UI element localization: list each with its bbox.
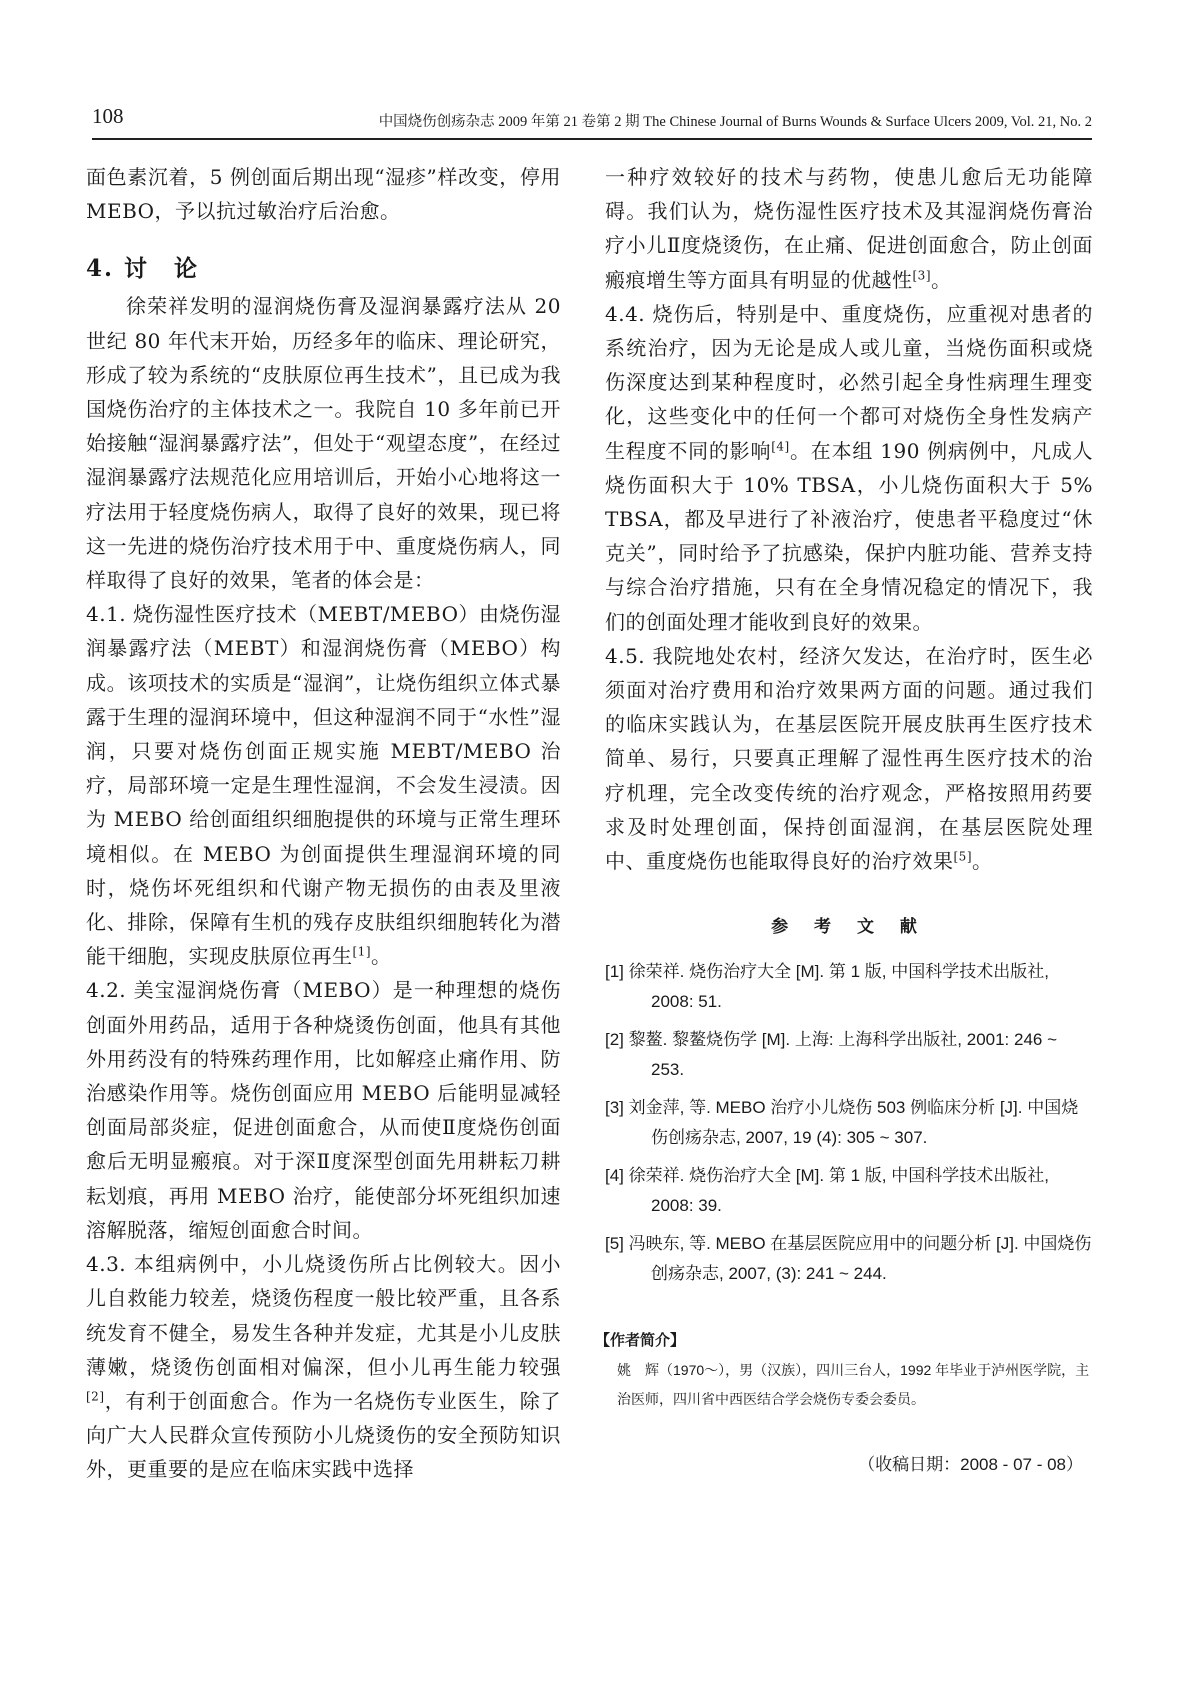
point-4-4-text: 4.4. 烧伤后，特别是中、重度烧伤，应重视对患者的系统治疗，因为无论是成人或儿童，当烧伤面积或烧伤深度达到某种程度时，必然引起全身性病理生理变化，这些变化中的任何一个都可对烧伤全身性发病产生程度不同的影响: [605, 301, 1093, 463]
discussion-paragraph: 徐荣祥发明的湿润烧伤膏及湿润暴露疗法从 20 世纪 80 年代末开始，历经多年的临床、理论研究，形成了较为系统的“皮肤原位再生技术”，且已成为我国烧伤治疗的主体技术之一。我院自 10 多年前已开始接触“湿润暴露疗法”，但处于“观望态度”，在经过湿润暴露疗法规范化应用培训后，开始小心地将这一疗法用于轻度烧伤病人，取得了良好的效果，现已将这一先进的烧伤治疗技术用于中、重度烧伤病人，同样取得了良好的效果，笔者的体会是：: [86, 294, 561, 593]
citation-3: [3]: [912, 267, 931, 282]
right-column: [595, 160, 1094, 1475]
intro-paragraph: 面色素沉着，5 例创面后期出现“湿疹”样改变，停用 MEBO，予以抗过敏治疗后治愈。: [86, 165, 561, 224]
citation-4: [4]: [771, 438, 790, 453]
reference-item: [4] 徐荣祥. 烧伤治疗大全 [M]. 第 1 版, 中国科学技术出版社, 2008: 39.: [605, 1166, 1049, 1216]
received-date: （收稿日期：2008 - 07 - 08）: [858, 1455, 1083, 1475]
references-title: 参 考 文 献: [771, 917, 927, 938]
page-number: 108: [92, 104, 124, 128]
author-bio: 姚 辉（1970～），男（汉族），四川三台人，1992 年毕业于泸州医学院，主治医师，四川省中西医结合学会烧伤专委会委员。: [617, 1362, 1090, 1408]
point-4-3-continued: [605, 160, 1093, 297]
point-4-3-rest: ，有利于创面愈合。作为一名烧伤专业医生，除了向广大人民群众宣传预防小儿烧烫伤的安全预防知识外，更重要的是应在临床实践中选择: [86, 1388, 561, 1482]
reference-item: [2] 黎鳌. 黎鳌烧伤学 [M]. 上海: 上海科学出版社, 2001: 246 ~ 253.: [605, 1030, 1058, 1080]
point-4-2: 4.2. 美宝湿润烧伤膏（MEBO）是一种理想的烧伤创面外用药品，适用于各种烧烫伤创面，他具有其他外用药没有的特殊药理作用，比如解痉止痛作用、防治感染作用等。烧伤创面应用 MEBO 后能明显减轻创面局部炎症，促进创面愈合，从而使Ⅱ度烧伤创面愈后无明显瘢痕。对于深Ⅱ度深型创面先用耕耘刀耕耘划痕，再用 MEBO 治疗，能使部分坏死组织加速溶解脱落，缩短创面愈合时间。: [86, 978, 561, 1242]
citation-2: [2]: [86, 1389, 105, 1404]
citation-5: [5]: [953, 849, 972, 864]
journal-citation: 中国烧伤创疡杂志 2009 年第 21 卷第 2 期 The Chinese Journal of Burns Wounds & Surface Ulcers 2009, Vol. 21, No. 2: [378, 114, 1092, 130]
point-4-1-end: 。: [371, 944, 392, 969]
reference-item: [5] 冯映东, 等. MEBO 在基层医院应用中的问题分析 [J]. 中国烧伤创疡杂志, 2007, (3): 241 ~ 244.: [605, 1234, 1092, 1284]
point-4-3-cont-end: 。: [931, 267, 952, 292]
point-4-1-text: 4.1. 烧伤湿性医疗技术（MEBT/MEBO）由烧伤湿润暴露疗法（MEBT）和湿润烧伤膏（MEBO）构成。该项技术的实质是“湿润”，让烧伤组织立体式暴露于生理的湿润环境中，但这种湿润不同于“水性”湿润，只要对烧伤创面正规实施 MEBT/MEBO 治疗，局部环境一定是生理性湿润，不会发生浸渍。因为 MEBO 给创面组织细胞提供的环境与正常生理环境相似。在 MEBO 为创面提供生理湿润环境的同时，烧伤坏死组织和代谢产物无损伤的由表及里液化、排除，保障有生机的残存皮肤组织细胞转化为潜能干细胞，实现皮肤原位再生: [86, 602, 561, 969]
point-4-4-rest: 。在本组 190 例病例中，凡成人烧伤面积大于 10% TBSA，小儿烧伤面积大于 5% TBSA，都及早进行了补液治疗，使患者平稳度过“休克关”，同时给予了抗感染，保护内脏功能、营养支持与综合治疗措施，只有在全身情况稳定的情况下，我们的创面处理才能收到良好的效果。: [605, 438, 1094, 634]
left-column: [86, 160, 561, 1487]
point-4-5: [605, 639, 1093, 878]
point-4-1: [86, 597, 561, 973]
citation-1: [1]: [352, 944, 371, 959]
point-4-4: [605, 297, 1093, 639]
point-4-5-text: 4.5. 我院地处农村，经济欠发达，在治疗时，医生必须面对治疗费用和治疗效果两方面的问题。通过我们的临床实践认为，在基层医院开展皮肤再生医疗技术简单、易行，只要真正理解了湿性再生医疗技术的治疗机理，完全改变传统的治疗观念，严格按照用药要求及时处理创面，保持创面湿润，在基层医院处理中、重度烧伤也能取得良好的治疗效果: [605, 643, 1093, 874]
point-4-3: [86, 1247, 561, 1486]
section-heading: 4. 讨 论: [86, 255, 200, 283]
author-bio-title: 【作者简介】: [595, 1332, 686, 1350]
reference-item: [1] 徐荣祥. 烧伤治疗大全 [M]. 第 1 版, 中国科学技术出版社, 2008: 51.: [605, 962, 1049, 1012]
point-4-5-end: 。: [972, 849, 993, 874]
point-4-3-cont-text: 一种疗效较好的技术与药物，使患儿愈后无功能障碍。我们认为，烧伤湿性医疗技术及其湿润烧伤膏治疗小儿Ⅱ度烧烫伤，在止痛、促进创面愈合，防止创面瘢痕增生等方面具有明显的优越性: [605, 165, 1093, 292]
running-header: [92, 104, 1092, 140]
point-4-3-text: 4.3. 本组病例中，小儿烧烫伤所占比例较大。因小儿自救能力较差，烧烫伤程度一般比较严重，且各系统发育不健全，易发生各种并发症，尤其是小儿皮肤薄嫩，烧烫伤创面相对偏深，但小儿再生能力较强: [86, 1252, 561, 1379]
reference-item: [3] 刘金萍, 等. MEBO 治疗小儿烧伤 503 例临床分析 [J]. 中国烧伤创疡杂志, 2007, 19 (4): 305 ~ 307.: [605, 1098, 1079, 1148]
